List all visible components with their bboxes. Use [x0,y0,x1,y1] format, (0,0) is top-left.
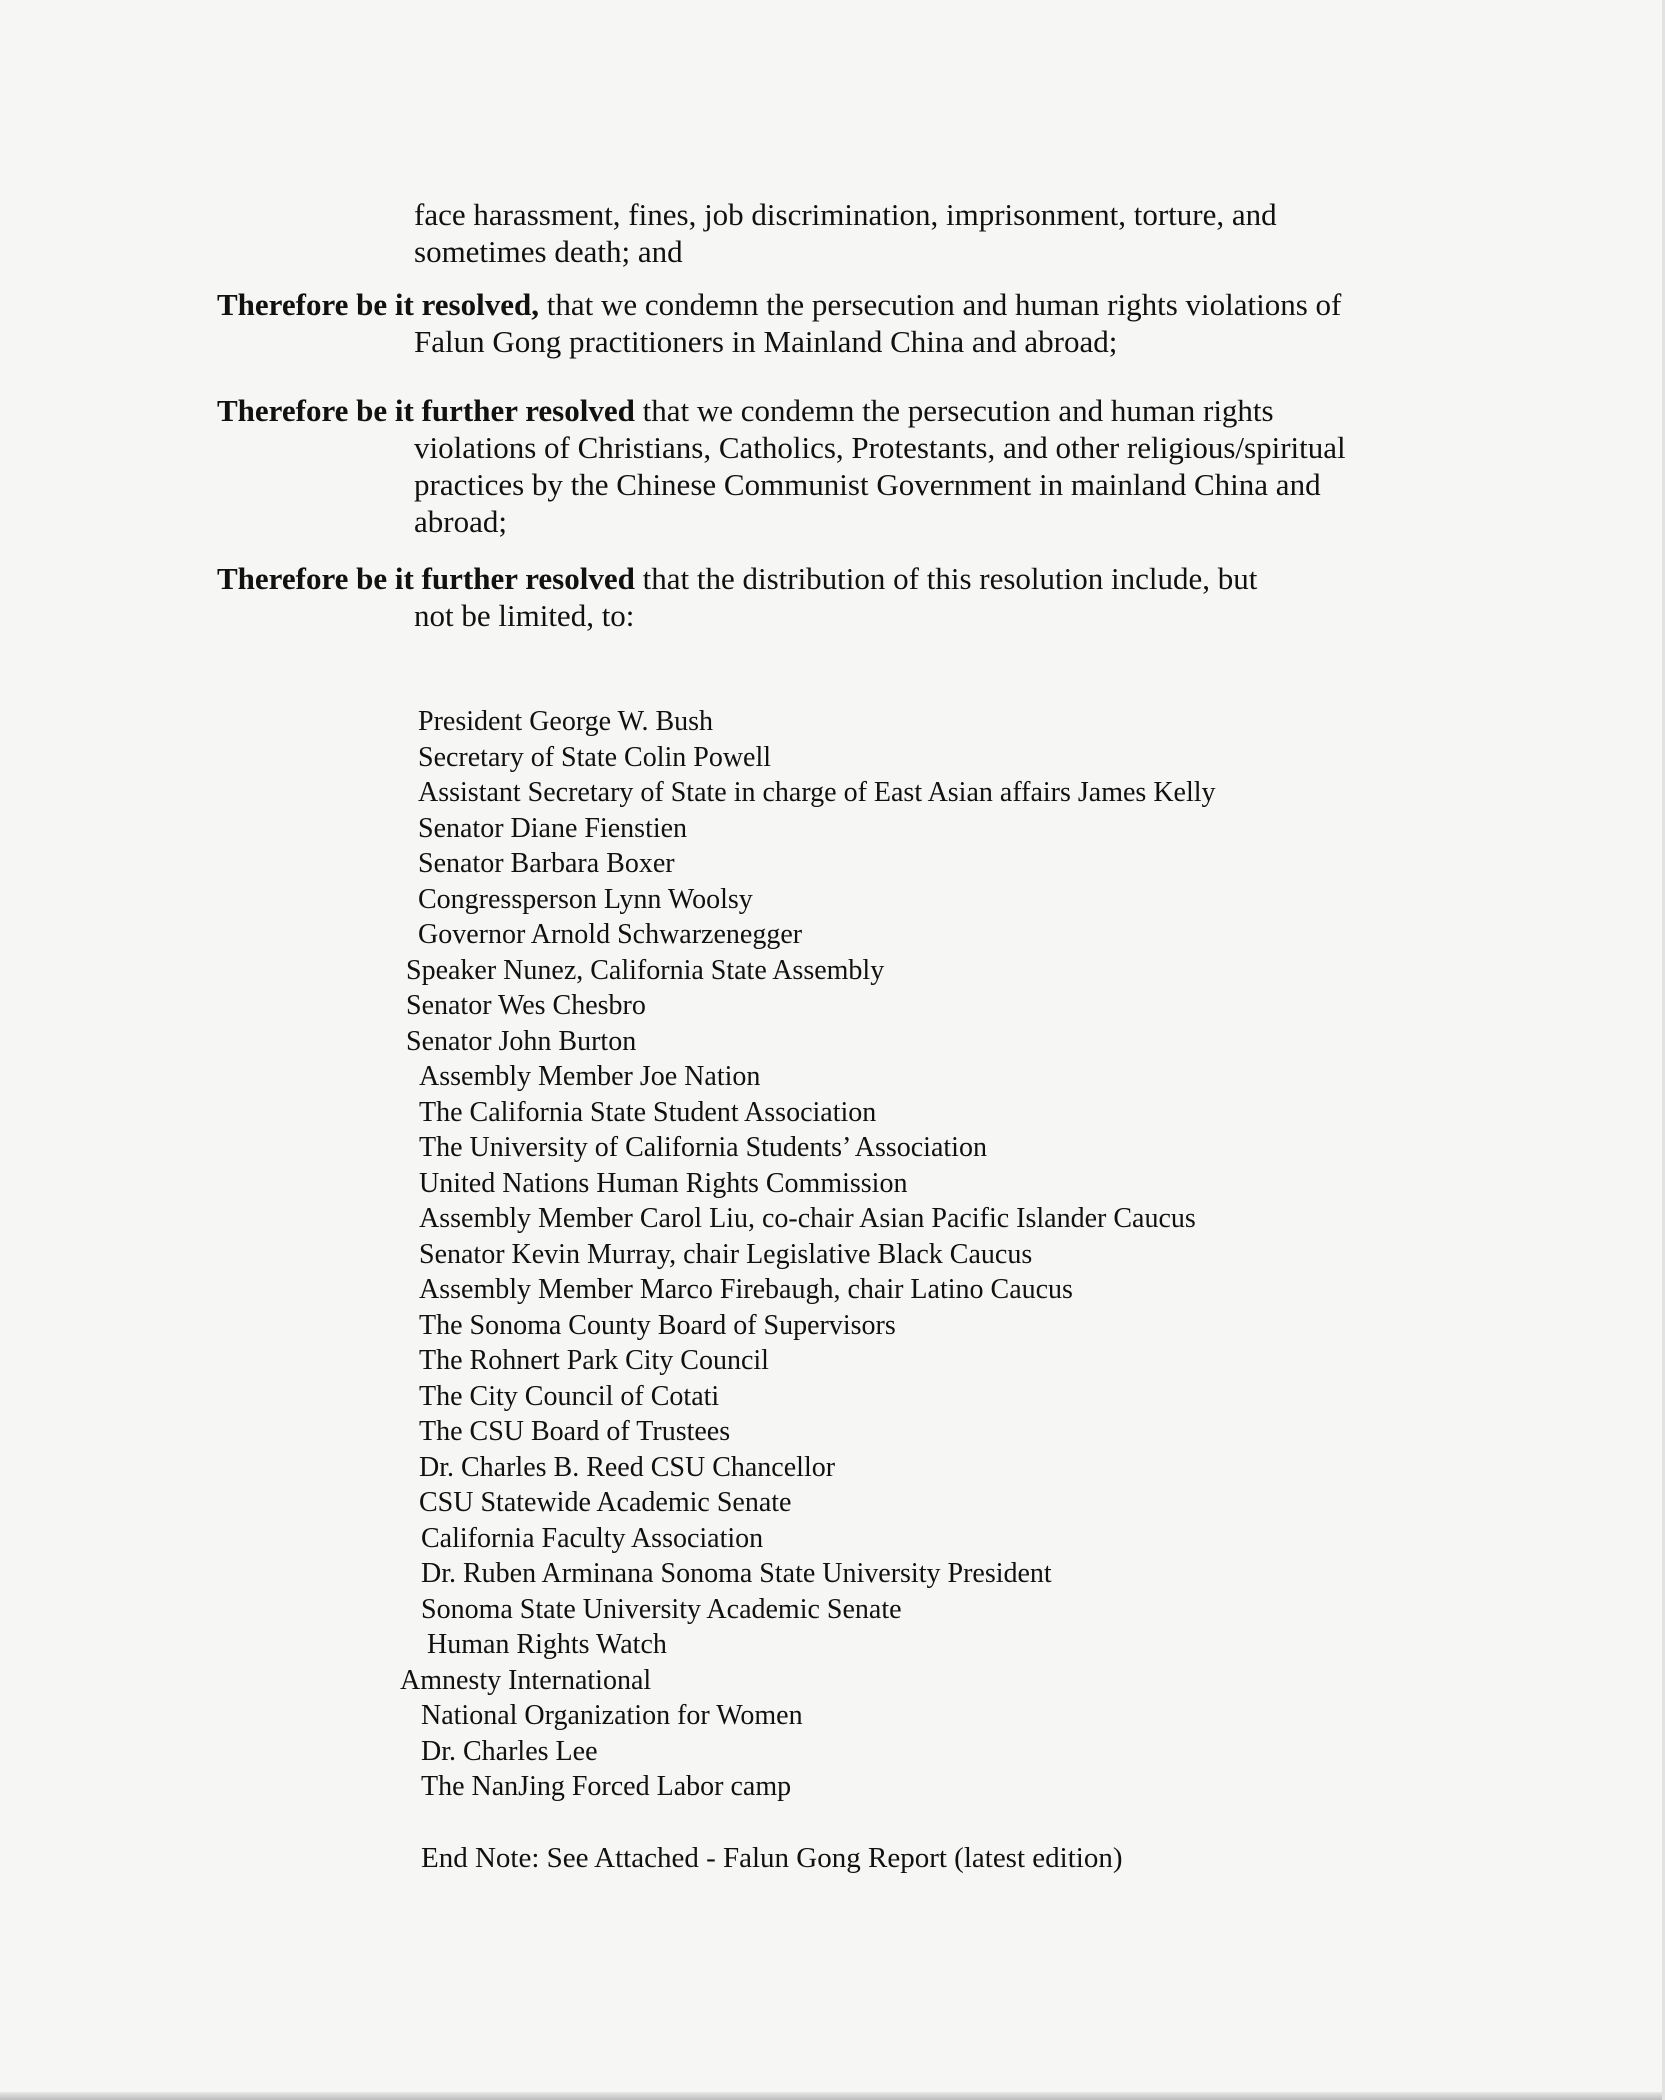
paragraph-first-line [217,560,1257,597]
distribution-list-item: Senator Kevin Murray, chair Legislative Black Caucus [419,1239,1033,1270]
distribution-list-item: Sonoma State University Academic Senate [421,1594,902,1625]
distribution-list-item: Congressperson Lynn Woolsy [418,884,753,915]
further-resolution-paragraph [217,392,1346,540]
distribution-list-item: United Nations Human Rights Commission [419,1168,908,1199]
distribution-list-item: Assembly Member Joe Nation [419,1061,761,1092]
distribution-list-item: California Faculty Association [421,1523,764,1554]
distribution-list-item: Senator Diane Fienstien [418,813,688,844]
paragraph-line: abroad; [414,504,507,539]
distribution-list-item: Secretary of State Colin Powell [418,742,772,773]
paragraph-line: violations of Christians, Catholics, Protestants, and other religious/spiritual [414,430,1346,465]
distribution-list-item: Dr. Charles B. Reed CSU Chancellor [419,1452,836,1483]
distribution-list-item: Assistant Secretary of State in charge of East Asian affairs James Kelly [418,777,1216,808]
distribution-list-item: Speaker Nunez, California State Assembly [406,955,885,986]
distribution-list-item: CSU Statewide Academic Senate [419,1487,792,1518]
distribution-list-item: Human Rights Watch [427,1629,667,1660]
distribution-list-item: The NanJing Forced Labor camp [421,1771,792,1802]
distribution-list-item: The California State Student Association [419,1097,877,1128]
distribution-list-item: Senator Wes Chesbro [406,990,646,1021]
paragraph-line: face harassment, fines, job discrimination, imprisonment, torture, and [414,197,1277,232]
resolution-lead: Therefore be it resolved, [217,287,539,322]
paragraph-first-line [217,286,1341,323]
paragraph-text: that the distribution of this resolution include, but [634,561,1258,596]
distribution-list-item: Amnesty International [400,1665,652,1696]
paragraph-line: sometimes death; and [414,234,683,269]
distribution-list-item: National Organization for Women [421,1700,803,1731]
paragraph-line: Falun Gong practitioners in Mainland China and abroad; [414,324,1118,359]
distribution-list-item: The City Council of Cotati [419,1381,720,1412]
distribution-list-item: Assembly Member Marco Firebaugh, chair Latino Caucus [419,1274,1073,1305]
paragraph-text: that we condemn the persecution and human rights [634,393,1274,428]
resolution-paragraph [217,286,1341,360]
distribution-list-item: Assembly Member Carol Liu, co-chair Asian Pacific Islander Caucus [419,1203,1196,1234]
scan-bottom-edge [0,2092,1665,2100]
distribution-list-item: Dr. Ruben Arminana Sonoma State University President [421,1558,1052,1589]
distribution-list-item: The CSU Board of Trustees [419,1416,731,1447]
distribution-paragraph [217,560,1257,634]
resolution-lead: Therefore be it further resolved [217,561,635,596]
distribution-list-item: Dr. Charles Lee [421,1736,598,1767]
paragraph-text: that we condemn the persecution and human rights violations of [539,287,1342,322]
distribution-list-item: The Sonoma County Board of Supervisors [419,1310,896,1341]
paragraph-continuation [217,196,1277,270]
paragraph-first-line [217,392,1346,429]
distribution-list-item: The Rohnert Park City Council [419,1345,769,1376]
distribution-list-item: The University of California Students’ Association [419,1132,987,1163]
distribution-list-item: Senator Barbara Boxer [418,848,675,879]
distribution-list-item: Governor Arnold Schwarzenegger [418,919,803,950]
distribution-list-item: President George W. Bush [418,706,714,737]
paragraph-line: practices by the Chinese Communist Government in mainland China and [414,467,1321,502]
distribution-list-item: Senator John Burton [406,1026,637,1057]
end-note: End Note: See Attached - Falun Gong Report (latest edition) [421,1842,1123,1874]
resolution-lead: Therefore be it further resolved [217,393,635,428]
paragraph-line: not be limited, to: [414,598,635,633]
